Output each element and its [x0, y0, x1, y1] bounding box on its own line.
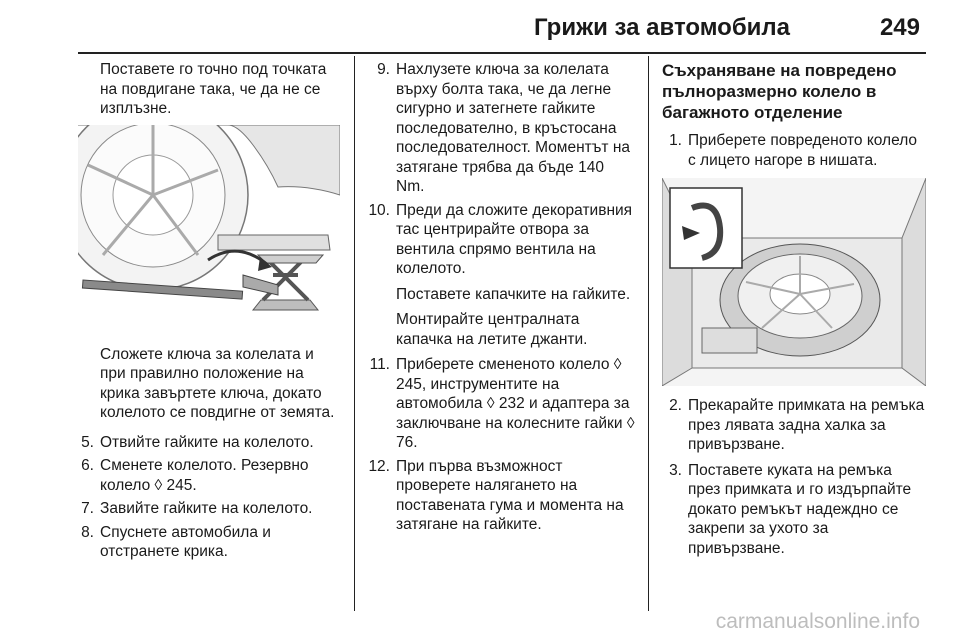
column-3	[662, 60, 926, 558]
step-text: Поставете куката на ремъка през примката и го издърпайте докато ремъкът надеждно се закрепи за ухото за привързване.	[688, 461, 912, 557]
step-text: Нахлузете ключа за колелата върху болта така, че да легне сигурно и затегнете гайките последователно, в кръстосана последователност. Моментът на затягане трябва да бъде 140 Nm.	[396, 61, 631, 195]
trunk-illustration	[662, 178, 926, 386]
cross-reference-link[interactable]: 76.	[396, 434, 418, 451]
step-text: Прекарайте примката на ремъка през лявата задна халка за привързване.	[688, 397, 925, 453]
list-item	[78, 499, 340, 519]
step-number: 1.	[669, 132, 682, 149]
list-item	[366, 201, 636, 279]
column-1	[78, 60, 340, 562]
jack-illustration	[78, 125, 340, 337]
page-header-title: Грижи за автомобила	[533, 14, 790, 41]
list-item	[78, 456, 340, 495]
list-item	[662, 131, 926, 170]
step-text: Завийте гайките на колелото.	[100, 500, 313, 517]
step-number: 7.	[81, 500, 94, 517]
list-item	[366, 355, 636, 453]
column-2	[366, 60, 636, 535]
cross-reference-icon[interactable]: ◊	[613, 356, 622, 373]
step-number: 12.	[368, 457, 390, 475]
step-number: 6.	[81, 457, 94, 474]
step-number: 5.	[81, 433, 94, 451]
list-item	[366, 457, 636, 535]
section-heading: Съхраняване на повредено пълноразмерно колело в багажното отделение	[662, 61, 897, 122]
list-item	[366, 60, 636, 197]
step-text	[100, 456, 340, 495]
cross-reference-icon[interactable]: ◊	[626, 414, 635, 432]
jack-under-wheel-drawing	[78, 125, 340, 337]
header-rule	[78, 52, 926, 54]
figure-caption: Сложете ключа за колелата и при правилно положение на крика завъртете ключа, докато колелото се повдигне от земята.	[100, 345, 335, 421]
spare-wheel-in-trunk-drawing	[662, 178, 926, 386]
step-text: При първа възможност проверете налягането на поставената гума и момента на затягане на гайките.	[396, 457, 624, 533]
step-text: Приберете повреденото колело с лицето нагоре в нишата.	[688, 132, 918, 169]
step-number: 10.	[368, 201, 390, 219]
step-text: Преди да сложите декоративния тас центрирайте отвора за вентила спрямо вентила на колелото.	[396, 201, 633, 277]
note-text: Монтирайте централната капачка на летите джанти.	[396, 311, 588, 348]
step-text: Отвийте гайките на колелото.	[100, 433, 314, 451]
list-item	[662, 396, 926, 455]
step-text	[396, 355, 636, 453]
cross-reference-link[interactable]: 245, инструментите на автомобила	[396, 375, 560, 412]
step-text-main: Приберете смененото колело	[396, 356, 610, 373]
list-item	[78, 523, 340, 562]
step-number: 3.	[669, 461, 682, 479]
step-number: 8.	[81, 523, 94, 541]
cross-reference-link[interactable]: 245.	[166, 476, 197, 494]
step-number: 11.	[369, 356, 390, 373]
list-item	[78, 433, 340, 453]
page-number: 249	[879, 14, 920, 41]
column-divider	[354, 56, 355, 611]
step-number: 2.	[669, 397, 682, 414]
cross-reference-icon[interactable]: ◊	[154, 476, 163, 494]
cross-reference-icon[interactable]: ◊	[486, 395, 495, 412]
intro-text: Поставете го точно под точката на повдигане така, че да не се изплъзне.	[100, 61, 327, 117]
note-text: Поставете капачките на гайките.	[396, 285, 631, 303]
step-text-main: Сменете колелото. Резервно колело	[100, 457, 309, 494]
column-divider	[648, 56, 649, 611]
list-item	[662, 461, 926, 559]
watermark: carmanualsonline.info	[715, 610, 920, 633]
step-text: Спуснете автомобила и отстранете крика.	[100, 523, 271, 560]
step-number: 9.	[377, 61, 390, 78]
cross-reference-link[interactable]: 232 и адаптера за заключване на колесните гайки	[396, 395, 630, 432]
